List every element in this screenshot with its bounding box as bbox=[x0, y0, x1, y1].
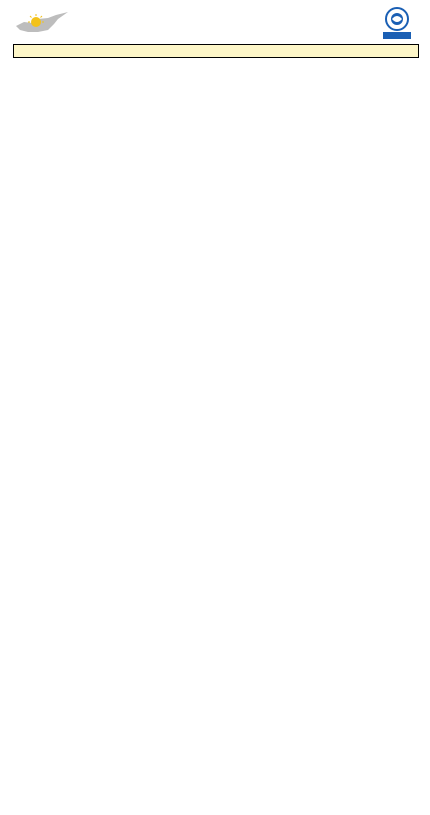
cyprus-map-icon bbox=[14, 10, 70, 36]
iso-certification-logo bbox=[382, 6, 412, 40]
validity-banner bbox=[13, 44, 419, 58]
page-header bbox=[0, 0, 430, 44]
